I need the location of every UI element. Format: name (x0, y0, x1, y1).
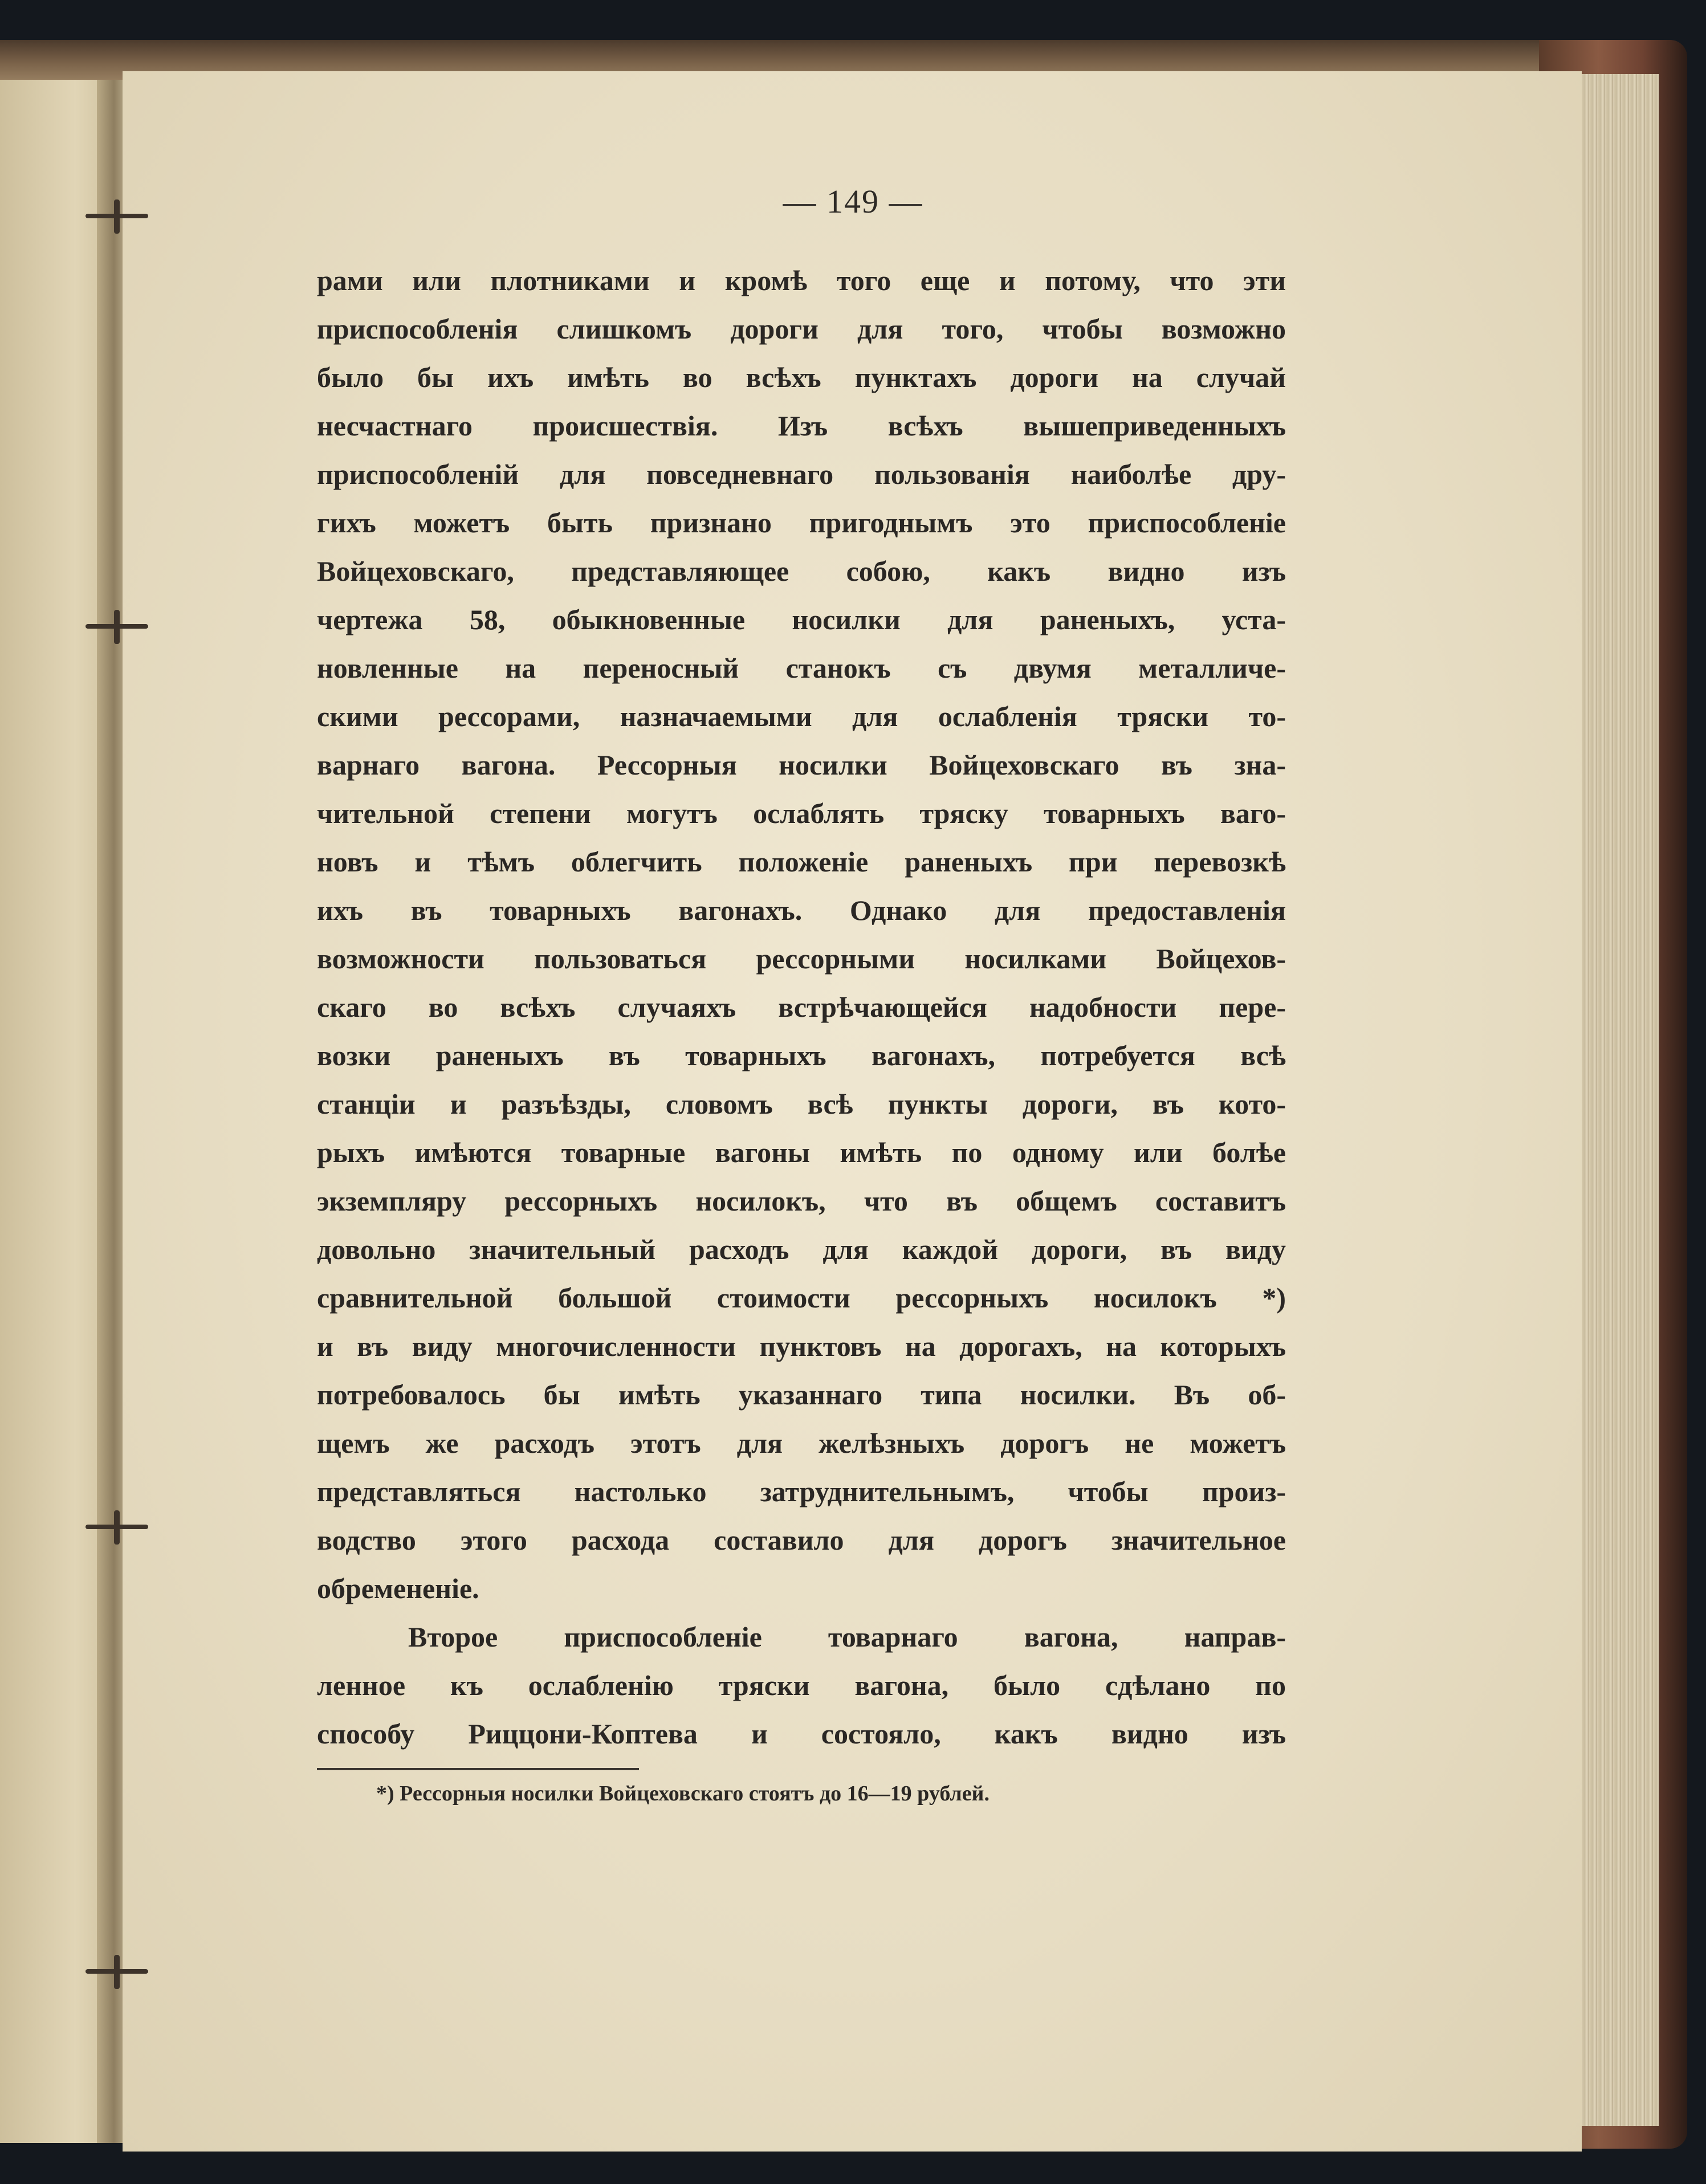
text-line: Войцеховскаго, представляющее собою, какъ видно изъ (317, 555, 1286, 587)
page-number: — 149 — (783, 183, 923, 220)
text-line: щемъ же расходъ этотъ для желѣзныхъ дорогъ не можетъ (317, 1427, 1286, 1459)
text-line: возможности пользоваться рессорными носилками Войцехов- (317, 943, 1286, 975)
text-line: варнаго вагона. Рессорныя носилки Войцеховскаго въ зна- (317, 749, 1286, 781)
text-line: рыхъ имѣются товарные вагоны имѣть по одному или болѣе (317, 1136, 1286, 1168)
text-line: и въ виду многочисленности пунктовъ на дорогахъ, на которыхъ (317, 1330, 1286, 1362)
text-line: представляться настолько затруднительнымъ, чтобы произ- (317, 1476, 1286, 1507)
binding-stitch-icon (85, 610, 148, 644)
text-line: гихъ можетъ быть признано пригоднымъ это приспособленіе (317, 507, 1286, 539)
scan-background (0, 0, 1706, 46)
text-line: ихъ въ товарныхъ вагонахъ. Однако для предоставленія (317, 894, 1286, 926)
text-line: рами или плотниками и кромѣ того еще и потому, что эти (317, 264, 1286, 296)
page-body-text (317, 256, 1286, 1758)
page-edges (1573, 74, 1659, 2126)
text-line: потребовалось бы имѣть указаннаго типа носилки. Въ об- (317, 1379, 1286, 1411)
text-line: чертежа 58, обыкновенные носилки для раненыхъ, уста- (317, 604, 1286, 635)
text-line: сравнительной большой стоимости рессорныхъ носилокъ *) (317, 1282, 1286, 1314)
footnote: *) Рессорныя носилки Войцеховскаго стоятъ до 16—19 рублей. (376, 1782, 990, 1806)
text-line: было бы ихъ имѣть во всѣхъ пунктахъ дороги на случай (317, 361, 1286, 393)
binding-stitch-icon (85, 1955, 148, 1989)
footnote-divider (317, 1768, 639, 1770)
text-line: способу Риццони-Коптева и состояло, какъ видно изъ (317, 1718, 1286, 1750)
text-line: приспособленій для повседневнаго пользованія наиболѣе дру- (317, 458, 1286, 490)
text-line: новъ и тѣмъ облегчить положеніе раненыхъ при перевозкѣ (317, 846, 1286, 878)
text-line: чительной степени могутъ ослаблять тряску товарныхъ ваго- (317, 797, 1286, 829)
text-line: водство этого расхода составило для дорогъ значительное (317, 1524, 1286, 1556)
text-line: возки раненыхъ въ товарныхъ вагонахъ, потребуется всѣ (317, 1040, 1286, 1071)
text-line: экземпляру рессорныхъ носилокъ, что въ общемъ составитъ (317, 1185, 1286, 1217)
text-line: новленные на переносный станокъ съ двумя металличе- (317, 652, 1286, 684)
text-line: довольно значительный расходъ для каждой дороги, въ виду (317, 1233, 1286, 1265)
text-line: несчастнаго происшествія. Изъ всѣхъ вышеприведенныхъ (317, 410, 1286, 442)
text-line: скими рессорами, назначаемыми для ослабленія тряски то- (317, 700, 1286, 732)
text-line: станціи и разъѣзды, словомъ всѣ пункты дороги, въ кото- (317, 1088, 1286, 1120)
binding-stitch-icon (85, 1510, 148, 1545)
text-line: Второе приспособленіе товарнаго вагона, направ- (408, 1621, 1286, 1653)
text-line: обремененіе. (317, 1572, 479, 1604)
text-line: ленное къ ослабленію тряски вагона, было сдѣлано по (317, 1669, 1286, 1701)
text-line: приспособленія слишкомъ дороги для того, чтобы возможно (317, 313, 1286, 345)
text-line: скаго во всѣхъ случаяхъ встрѣчающейся надобности пере- (317, 991, 1286, 1023)
